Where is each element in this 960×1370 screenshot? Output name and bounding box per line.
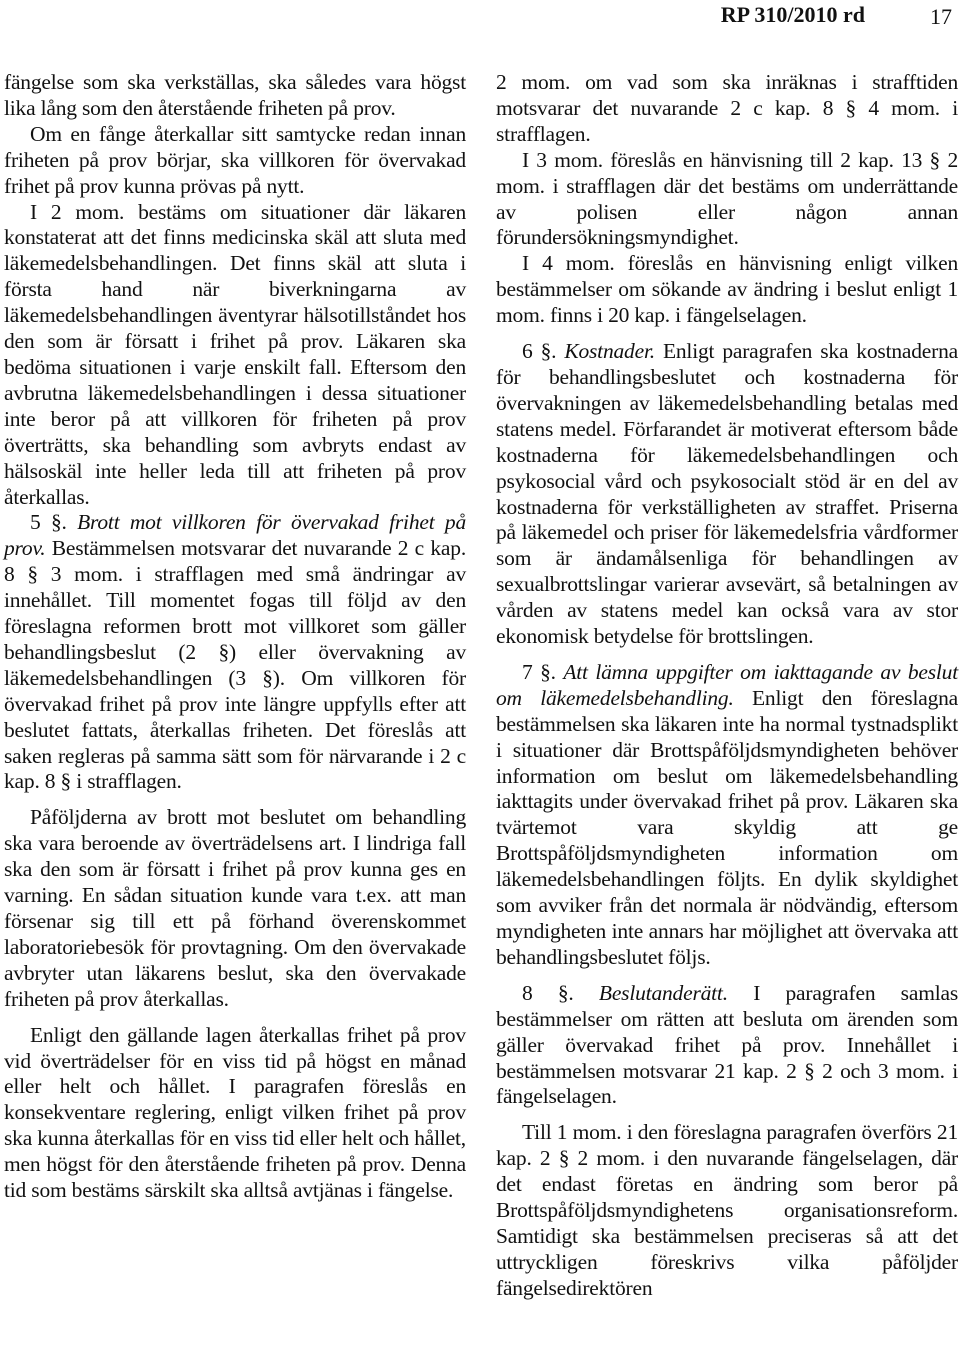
section-heading: Beslutanderätt. bbox=[598, 980, 728, 1005]
paragraph: Påföljderna av brott mot beslutet om behandling ska vara beroende av överträdelsens art. I lindriga fall ska den som är försatt i frihet på prov kunna ges en varning. En sådan situation kunde vara t.ex. att man försenar sig till ett på förhand överenskommet laboratoriebesök för provtagning. Om den övervakade avbryter utan läkarens beslut, ska den övervakade friheten på prov återkallas. bbox=[4, 805, 466, 1011]
left-column bbox=[4, 70, 466, 1204]
section-paragraph bbox=[4, 510, 466, 795]
paragraph: Enligt den gällande lagen återkallas frihet på prov vid överträdelser för en viss tid på högst en månad eller helt och hållet. I paragrafen föreslås en konsekventare reglering, enligt vilken frihet på prov ska kunna återkallas för en viss tid eller helt och hållet, men högst för den återstående friheten på prov. Denna tid som bestäms särskilt ska alltså avtjänas i fängelse. bbox=[4, 1022, 466, 1203]
section-paragraph bbox=[496, 339, 958, 650]
section-number: 7 §. bbox=[522, 659, 564, 684]
section-paragraph bbox=[496, 981, 958, 1111]
section-paragraph bbox=[496, 660, 958, 971]
section-text: Bestämmelsen motsvarar det nuvarande 2 c kap. 8 § 3 mom. i strafflagen med små ändringar av innehållet. Till momentet fogas till följd av den föreslagna reformen brott mot villkoret som gäller behandlingsbeslut (2 §) eller övervakning av läkemedelsbehandlingen (3 §). Om villkoren för övervakad frihet på prov inte längre uppfylls efter att beslutet fattats, återkallas friheten. Det föreslås att saken regleras på samma sätt som för närvarande i 2 c kap. 8 § i strafflagen. bbox=[4, 536, 466, 794]
right-column bbox=[496, 70, 958, 1302]
paragraph: 2 mom. om vad som ska inräknas i strafftiden motsvarar det nuvarande 2 c kap. 8 § 4 mom. i strafflagen. bbox=[496, 70, 958, 146]
section-text: I paragrafen samlas bestämmelser om rätten att besluta om ärenden som gäller övervakad frihet på prov. Innehållet i bestämmelsen motsvarar 21 kap. 2 § 2 och 3 mom. i fängelselagen. bbox=[496, 980, 958, 1109]
section-heading: Brott mot villkoren för övervakad frihet på prov. bbox=[4, 510, 466, 561]
document-id: RP 310/2010 rd bbox=[720, 2, 865, 27]
page-header bbox=[0, 0, 960, 44]
paragraph: I 2 mom. bestäms om situationer där läkaren konstaterat att det finns medicinska skäl att sluta med läkemedelsbehandlingen. Det finns skäl att sluta i första hand när biverkningarna av läkemedelsbehandlingen äventyrar hälsotillståndet hos den som är försatt i frihet på prov. Läkaren ska bedöma situationen i varje enskilt fall. Eftersom den avbrutna läkemedelsbehandlingen i dessa situationer inte beror på att villkoren för friheten på prov överträtts, ska behandling som avbryts endast av hälsoskäl inte heller leda till att friheten på prov återkallas. bbox=[4, 199, 466, 509]
section-number: 6 §. bbox=[522, 339, 565, 364]
paragraph: Om en fånge återkallar sitt samtycke redan innan friheten på prov börjar, ska villkoren för övervakad frihet på prov kunna prövas på nytt. bbox=[4, 121, 466, 198]
section-heading: Kostnader. bbox=[564, 339, 655, 364]
paragraph: I 3 mom. föreslås en hänvisning till 2 kap. 13 § 2 mom. i strafflagen där det bestäms om underrättande av polisen eller någon annan förundersökningsmyndighet. bbox=[496, 147, 958, 250]
section-number: 5 §. bbox=[30, 510, 78, 535]
page-number: 17 bbox=[930, 4, 952, 29]
section-text: Enligt den föreslagna bestämmelsen ska läkaren inte ha normal tystnadsplikt i situationer där Brottspåföljdsmyndigheten behöver information om beslut om läkemedelsbehandling iakttagits under övervakad frihet på prov. Läkaren ska tvärtemot vara skyldig att ge Brottspåföljdsmyndigheten information om läkemedelsbehandlingen följts. En dylik skyldighet som avviker från det normala är nödvändig, eftersom myndigheten inte annars har möjlighet att övervaka att behandlingsbeslutet följs. bbox=[496, 685, 959, 969]
section-text: Enligt paragrafen ska kostnaderna för behandlingsbeslutet och kostnaderna för övervakningen av läkemedelsbehandling betalas med statens medel. Förfarandet är motiverat eftersom både kostnaderna för läkemedelsbehandlingen och psykosocial vård och psykosocialt stöd är en del av kostnaderna för verkställigheten av straffet. Priserna på läkemedel och priser för läkemedelsfria vårdformer som är ändamålsenliga för behandlingen av sexualbrottslingar varierar avsevärt, så betalningen av vården av statens medel kan också vara av stor ekonomisk betydelse för brottslingen. bbox=[496, 339, 958, 649]
paragraph: fängelse som ska verkställas, ska således vara högst lika lång som den återstående friheten på prov. bbox=[4, 70, 466, 120]
section-heading: Att lämna uppgifter om iakttagande av beslut om läkemedelsbehandling. bbox=[496, 659, 958, 710]
paragraph: I 4 mom. föreslås en hänvisning enligt vilken bestämmelser om sökande av ändring i beslut enligt 1 mom. finns i 20 kap. i fängelselagen. bbox=[496, 251, 958, 328]
section-number: 8 §. bbox=[522, 980, 599, 1005]
paragraph: Till 1 mom. i den föreslagna paragrafen överförs 21 kap. 2 § 2 mom. i den nuvarande fängelselagen, där det endast företas en ändring som beror på Brottspåföljdsmyndighetens organisationsreform. Samtidigt ska bestämmelsen preciseras så att det uttryckligen föreskrivs vilka påföljder fängelsedirektören bbox=[496, 1120, 958, 1300]
